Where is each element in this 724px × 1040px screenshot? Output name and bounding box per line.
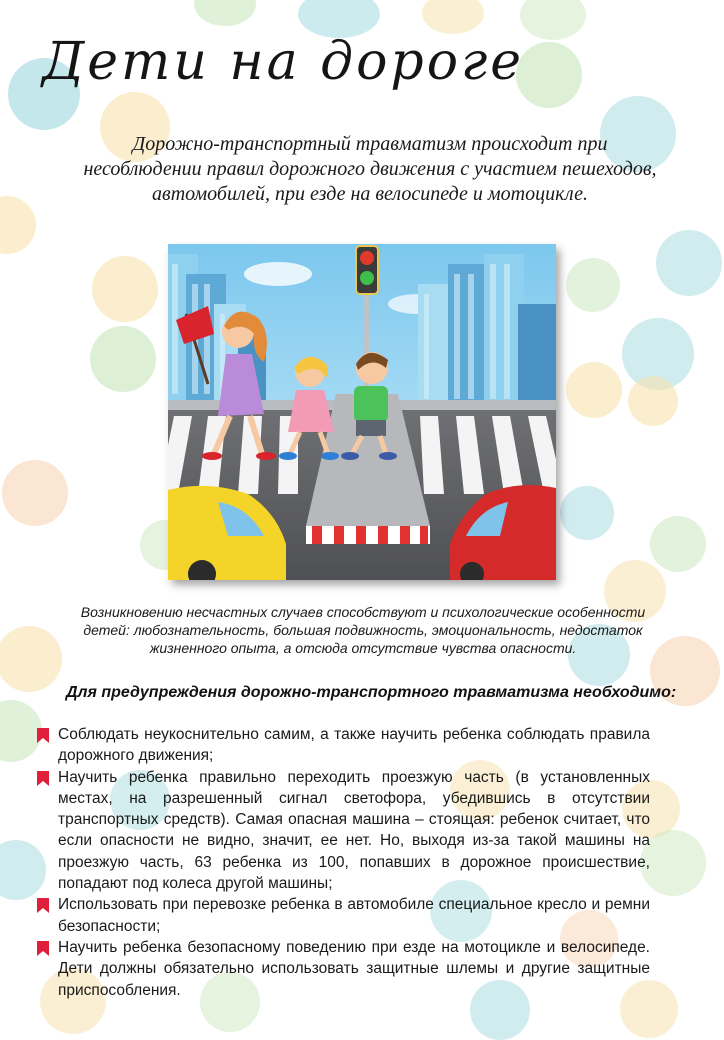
list-item-text: Соблюдать неукоснительно самим, а также научить ребенка соблюдать правила дорожного движения; bbox=[58, 726, 650, 765]
prevention-heading: Для предупреждения дорожно-транспортного травматизма необходимо: bbox=[66, 684, 677, 701]
bg-dot bbox=[656, 230, 722, 296]
list-item bbox=[58, 724, 650, 767]
bg-dot bbox=[2, 460, 68, 526]
list-item bbox=[58, 894, 650, 937]
bg-dot bbox=[520, 0, 586, 40]
list-item-text: Использовать при перевозке ребенка в автомобиле специальное кресло и ремни безопасности; bbox=[58, 896, 650, 935]
bg-dot bbox=[650, 516, 706, 572]
bookmark-icon bbox=[37, 728, 49, 743]
intro-text: Дорожно-транспортный травматизм происходит при несоблюдении правил дорожного движения с участием пешеходов, автомобилей, при езде на велосипеде и мотоцикле. bbox=[83, 133, 657, 205]
bg-dot bbox=[0, 840, 46, 900]
list-item-text: Научить ребенка безопасному поведению при езде на мотоцикле и велосипеде. Дети должны обязательно использовать защитные шлемы и другие защитные приспособления. bbox=[58, 938, 650, 999]
bg-dot bbox=[0, 700, 42, 762]
prevention-list bbox=[58, 724, 650, 1001]
page-title: Дети на дороге bbox=[42, 32, 525, 92]
bg-dot bbox=[516, 42, 582, 108]
bg-dot bbox=[566, 362, 622, 418]
bg-dot bbox=[628, 376, 678, 426]
list-item bbox=[58, 767, 650, 895]
bg-dot bbox=[422, 0, 484, 34]
bg-dot bbox=[566, 258, 620, 312]
bookmark-icon bbox=[37, 771, 49, 786]
bg-dot bbox=[92, 256, 158, 322]
bookmark-icon bbox=[37, 941, 49, 956]
crosswalk-illustration bbox=[168, 244, 556, 580]
bg-dot bbox=[194, 0, 256, 26]
bg-dot bbox=[0, 626, 62, 692]
list-item bbox=[58, 937, 650, 1001]
bg-dot bbox=[90, 326, 156, 392]
bookmark-icon bbox=[37, 898, 49, 913]
caption-text: Возникновению несчастных случаев способствуют и психологические особенности детей: любознательность, большая подвижность, эмоциональность, недостаток жизненного опыта, а отсюда отсутствие чувства опасности. bbox=[80, 604, 646, 656]
bg-dot bbox=[0, 196, 36, 254]
bg-dot bbox=[560, 486, 614, 540]
list-item-text: Научить ребенка правильно переходить проезжую часть (в установленных местах, на разрешенный сигнал светофора, убедившись в отсутствии транспортных средств). Самая опасная машина – стоящая: ребенок считает, что если опасности не видно, значит, ее нет. Но, выходя из-за такой машины на проезжую часть, 63 ребенка из 100, попавших в дорожное происшествие, попадают под колеса другой машины; bbox=[58, 768, 650, 893]
